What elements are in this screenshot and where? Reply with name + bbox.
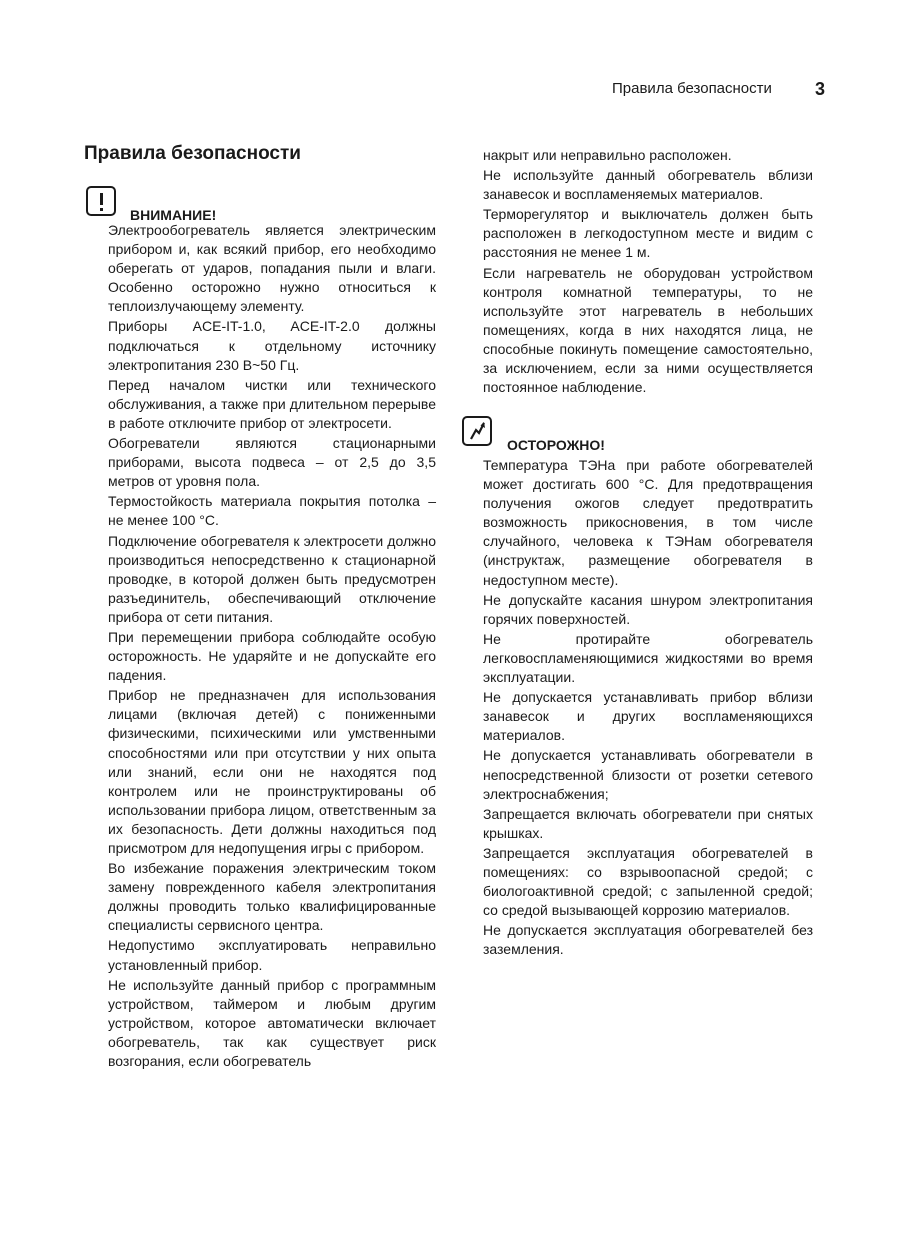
warning-paragraph: Не используйте данный прибор с программным устройством, таймером и любым другим устройством, которое автоматически включает обогреватель, так как существует риск возгорания, если обогреватель <box>108 976 436 1070</box>
caution-paragraph: Не протирайте обогреватель легковоспламеняющимися жидкостями во время эксплуатации. <box>483 630 813 686</box>
header-title: Правила безопасности <box>612 80 772 97</box>
caution-paragraph: Запрещается включать обогреватели при снятых крышках. <box>483 805 813 841</box>
warning-paragraph: Электрообогреватель является электрическим прибором и, как всякий прибор, его необходимо оберегать от ударов, попадания пыли и влаги. Особенно осторожно нужно относиться к теплоизлучающему элементу. <box>108 222 436 315</box>
caution-paragraph: Запрещается эксплуатация обогревателей в помещениях: со взрывоопасной средой; с биологоактивной средой; с запыленной средой; со средой вызывающей коррозию материалов. <box>483 844 813 919</box>
warning-continuation-column <box>483 146 813 398</box>
warning-paragraph: Не используйте данный обогреватель вблизи занавесок и воспламеняемых материалов. <box>483 167 813 203</box>
warning-paragraph: Терморегулятор и выключатель должен быть расположен в легкодоступном месте и видим с расстояния не менее 1 м. <box>483 206 813 261</box>
caution-paragraph: Не допускается устанавливать обогреватели в непосредственной близости от розетки сетевого электроснабжения; <box>483 747 813 802</box>
page-number: 3 <box>815 79 826 99</box>
warning-paragraph: накрыт или неправильно расположен. <box>483 147 732 163</box>
warning-paragraph: Приборы ACE-IT-1.0, ACE-IT-2.0 должны подключаться к отдельному источнику электропитания 230 В~50 Гц. <box>108 318 436 373</box>
electric-hazard-icon <box>462 416 492 446</box>
caution-paragraph: Не допускайте касания шнуром электропитания горячих поверхностей. <box>483 591 813 627</box>
warning-paragraph: Обогреватели являются стационарными приборами, высота подвеса – от 2,5 до 3,5 метров от уровня пола. <box>108 435 436 490</box>
warning-paragraph: При перемещении прибора соблюдайте особую осторожность. Не ударяйте и не допускайте его падения. <box>108 628 436 684</box>
caution-text-column <box>483 456 813 960</box>
section-title: Правила безопасности <box>84 143 301 164</box>
warning-paragraph: Термостойкость материала покрытия потолка – не менее 100 °С. <box>108 493 436 529</box>
warning-paragraph: Во избежание поражения электрическим током замену поврежденного кабеля электропитания должны проводить только квалифицированные специалисты сервисного центра. <box>108 860 436 934</box>
warning-text-column <box>108 221 436 1072</box>
caution-paragraph: Температура ТЭНа при работе обогревателей может достигать 600 °С. Для предотвращения получения ожогов следует предотвратить возможность прикосновения, в том числе случайного, человека к ТЭНам обогревателя (инструктаж, размещение обогревателя в недоступном месте). <box>483 457 813 588</box>
caution-heading: ОСТОРОЖНО! <box>507 437 605 453</box>
warning-paragraph: Если нагреватель не оборудован устройством контроля комнатной температуры, то не используйте этот нагреватель в небольших помещениях, когда в них находятся лица, не способные покинуть помещение самостоятельно, за исключением, если за ними осуществляется постоянное наблюдение. <box>483 264 813 396</box>
exclamation-icon <box>86 186 116 216</box>
warning-heading: ВНИМАНИЕ! <box>130 207 217 223</box>
warning-paragraph: Подключение обогревателя к электросети должно производиться непосредственно к стационарной проводке, в которой должен быть предусмотрен разъединитель, обеспечивающий отключение прибора от сети питания. <box>108 532 436 625</box>
caution-paragraph: Не допускается устанавливать прибор вблизи занавесок и других воспламеняющихся материалов. <box>483 689 813 744</box>
warning-paragraph: Перед началом чистки или технического обслуживания, а также при длительном перерыве в работе отключите прибор от электросети. <box>108 376 436 431</box>
warning-paragraph: Прибор не предназначен для использования лицами (включая детей) с пониженными физическими, психическими или умственными способностями или при отсутствии у них опыта или знаний, если они не находятся под контролем или не проинструктированы об использовании прибора лицом, ответственным за их безопасность. Дети должны находиться под присмотром для недопущения игры с прибором. <box>108 687 436 856</box>
warning-paragraph: Недопустимо эксплуатировать неправильно установленный прибор. <box>108 937 436 973</box>
caution-paragraph: Не допускается эксплуатация обогревателей без заземления. <box>483 922 813 958</box>
